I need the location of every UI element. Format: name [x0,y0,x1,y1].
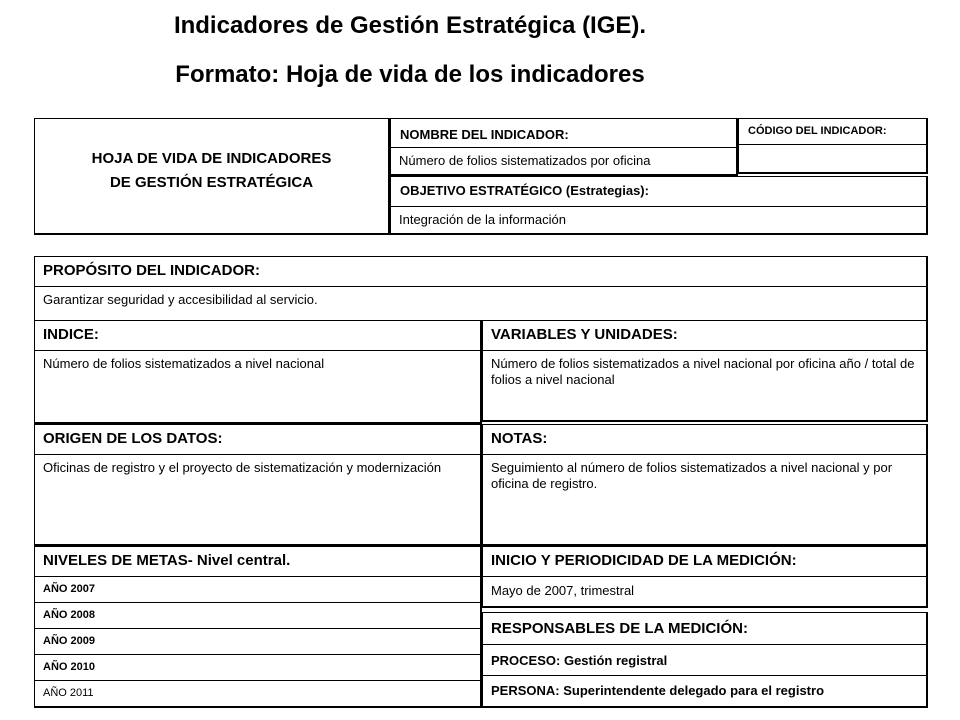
notes-label: NOTAS: [483,425,926,455]
goal-year-row: AÑO 2007 [35,577,480,603]
goal-year-row: AÑO 2009 [35,629,480,655]
measurement-start-value: Mayo de 2007, trimestral [491,583,635,598]
goal-levels-box [34,546,482,708]
goal-year-row: AÑO 2011 [43,687,94,699]
data-origin-box [34,424,482,546]
responsible-process: PROCESO: Gestión registral [483,645,926,676]
goal-year-row: AÑO 2008 [35,603,480,629]
purpose-label: PROPÓSITO DEL INDICADOR: [35,257,926,287]
indicator-code-value [739,145,926,173]
page-title: Indicadores de Gestión Estratégica (IGE). [173,12,647,39]
index-label: INDICE: [35,321,480,351]
index-box [34,320,482,424]
variables-label: VARIABLES Y UNIDADES: [483,321,926,351]
strategic-objective-value: Integración de la información [399,212,566,227]
data-origin-label: ORIGEN DE LOS DATOS: [35,425,480,455]
purpose-box [34,256,928,322]
sheet-title-box [34,118,390,235]
strategic-objective-box [390,176,928,235]
measurement-start-label: INICIO Y PERIODICIDAD DE LA MEDICIÓN: [483,547,926,577]
variables-box [482,320,928,422]
indicator-code-box [738,118,928,174]
index-value: Número de folios sistematizados a nivel nacional [43,356,325,371]
responsibles-label: RESPONSABLES DE LA MEDICIÓN: [483,613,926,645]
page-subtitle: Formato: Hoja de vida de los indicadores [175,61,645,88]
responsible-person: PERSONA: Superintendente delegado para el registro [491,683,825,698]
sheet-title-line1: HOJA DE VIDA DE INDICADORES [91,150,332,167]
data-origin-value: Oficinas de registro y el proyecto de sistematización y modernización [43,460,442,475]
indicator-name-box [390,118,738,176]
goal-levels-label: NIVELES DE METAS- Nivel central. [35,547,480,577]
strategic-objective-label: OBJETIVO ESTRATÉGICO (Estrategias): [391,177,926,207]
variables-value: Número de folios sistematizados a nivel nacional por oficina año / total de folios a nivel nacional [491,356,915,388]
indicator-code-label: CÓDIGO DEL INDICADOR: [739,119,926,145]
notes-value: Seguimiento al número de folios sistematizados a nivel nacional y por oficina de registro. [491,460,893,492]
goal-year-row: AÑO 2010 [35,655,480,681]
indicator-name-value: Número de folios sistematizados por oficina [399,153,651,168]
sheet-title [35,147,388,195]
responsibles-box [482,612,928,708]
measurement-start-box [482,546,928,608]
notes-box [482,424,928,546]
indicator-name-label: NOMBRE DEL INDICADOR: [391,119,736,148]
purpose-value: Garantizar seguridad y accesibilidad al servicio. [43,292,318,307]
sheet-title-line2: DE GESTIÓN ESTRATÉGICA [109,174,314,191]
